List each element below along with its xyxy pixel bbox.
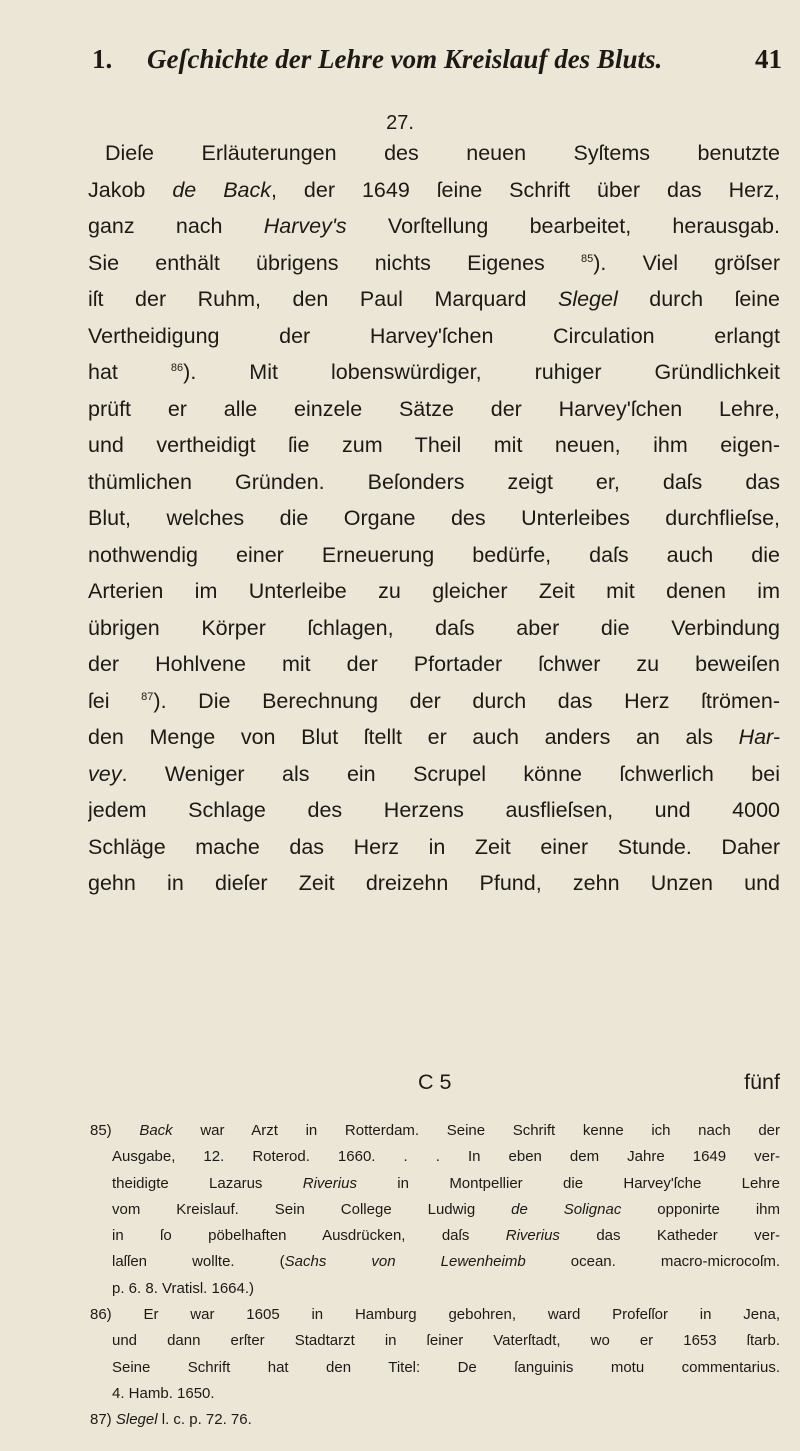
signature-mark: C 5 (418, 1070, 452, 1094)
footnote-85: 85) Back war Arzt in Rotterdam. Seine Schrift kenne ich nach der (90, 1122, 780, 1139)
footnote-line: in ſo pöbelhaften Ausdrücken, daſs Riverius das Katheder ver- (112, 1227, 780, 1245)
body-paragraph (88, 135, 780, 902)
text-line: Dieſe Erläuterungen des neuen Syſtems benutzte (105, 141, 780, 165)
text-line: thümlichen Gründen. Beſonders zeigt er, daſs das (88, 469, 780, 494)
running-title: Geſchichte der Lehre vom Kreislauf des Bluts. (147, 44, 663, 74)
footnote-86: 86) Er war 1605 in Hamburg gebohren, ward Profeſſor in Jena, (90, 1306, 780, 1324)
text-line: Blut, welches die Organe des Unterleibes durchflieſse, (88, 506, 780, 530)
footnotes (90, 1118, 780, 1434)
text-line: der Hohlvene mit der Pfortader ſchwer zu beweiſen (88, 652, 780, 676)
running-header (92, 44, 782, 84)
footnote-line: Ausgabe, 12. Roterod. 1660. . . In eben dem Jahre 1649 ver- (112, 1148, 780, 1166)
footnote-line: p. 6. 8. Vratisl. 1664.) (112, 1279, 255, 1297)
catchword: fünf (744, 1070, 780, 1094)
text-line: gehn in dieſer Zeit dreizehn Pfund, zehn Unzen und (88, 871, 780, 895)
text-line: vey. Weniger als ein Scrupel könne ſchwerlich bei (88, 761, 780, 786)
text-line: ſei $^{87}$). Die Berechnung der durch das Herz ſtrömen- (88, 688, 780, 713)
page-footer-line (88, 1070, 780, 1104)
text-line: prüft er alle einzele Sätze der Harvey'ſchen Lehre, (88, 396, 780, 421)
footnote-87: 87) Slegel l. c. p. 72. 76. (90, 1411, 252, 1429)
footnote-line: laſſen wollte. (Sachs von Lewenheimb ocean. macro-microcoſm. (112, 1253, 780, 1271)
text-line: Schläge mache das Herz in Zeit einer Stunde. Daher (88, 834, 780, 859)
text-line: hat $^{86}$). Mit lobenswürdiger, ruhiger Gründlichkeit (88, 360, 780, 384)
text-line: Sie enthält übrigens nichts Eigenes $^{85}$). Viel gröſser (88, 250, 780, 275)
footnote-ref: 87 (141, 690, 154, 703)
text-line: Vertheidigung der Harvey'ſchen Circulation erlangt (88, 323, 780, 348)
text-line: ganz nach Harvey's Vorſtellung bearbeitet, herausgab. (88, 214, 780, 238)
footnote-line: 4. Hamb. 1650. (112, 1384, 215, 1402)
text-line: und vertheidigt ſie zum Theil mit neuen, ihm eigen- (88, 433, 780, 457)
text-line: Jakob de Back, der 1649 ſeine Schrift über das Herz, (88, 177, 780, 202)
page-number: 41 (755, 44, 782, 74)
text-line: übrigen Körper ſchlagen, daſs aber die Verbindung (88, 615, 780, 640)
footnote-line: vom Kreislauf. Sein College Ludwig de Solignac opponirte ihm (112, 1200, 780, 1218)
text-line: jedem Schlage des Herzens ausflieſsen, und 4000 (88, 798, 780, 822)
section-number: 27. (386, 112, 414, 134)
footnote-line: theidigte Lazarus Riverius in Montpellier die Harvey'ſche Lehre (112, 1174, 780, 1192)
footnote-ref: 86 (170, 361, 184, 374)
chapter-number: 1. (92, 44, 113, 74)
text-line: Arterien im Unterleibe zu gleicher Zeit mit denen im (88, 579, 780, 603)
footnote-line: Seine Schrift hat den Titel: De ſanguinis motu commentarius. (112, 1358, 780, 1376)
footnote-line: und dann erſter Stadtarzt in ſeiner Vaterſtadt, wo er 1653 ſtarb. (112, 1332, 780, 1350)
text-line: den Menge von Blut ſtellt er auch anders an als Har- (88, 725, 780, 749)
footnote-ref: 85 (581, 252, 594, 265)
text-line: iſt der Ruhm, den Paul Marquard Slegel durch ſeine (88, 287, 780, 311)
text-line: nothwendig einer Erneuerung bedürfe, daſs auch die (88, 542, 780, 567)
